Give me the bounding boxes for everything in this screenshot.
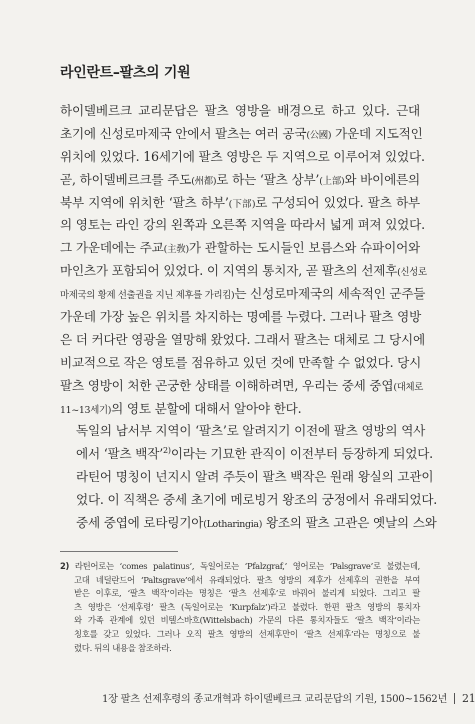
text-line <box>60 443 433 466</box>
text-run: 비교적으로 작은 영토를 점유하고 있던 것에 만족할 수 없었다. 당시 <box>60 354 422 370</box>
text-line <box>60 489 438 512</box>
footnote-line <box>60 560 420 574</box>
body-text <box>60 100 438 535</box>
text-run: 하이델베르크 교리문답은 팔츠 영방을 배경으로 하고 있다. 근대 <box>60 103 420 118</box>
text-run: 가운데 지도적인 <box>331 125 423 141</box>
text-run: 로 구성되어 있었다. 팔츠 하부 <box>255 194 421 210</box>
text-run: 북부 지역에 위치한 ‘팔츠 하부’ <box>60 194 229 210</box>
footnote-rule <box>60 551 178 552</box>
text-run: 마인츠가 포함되어 있었다. 이 지역의 통치자, 곧 팔츠의 선제후 <box>60 263 398 279</box>
text-run: 그 가운데에는 주교 <box>60 240 164 256</box>
text-run: 는 신성로마제국의 세속적인 군주들 <box>234 286 426 302</box>
inline-annotation: 마제국의 황제 선출권을 지닌 제후를 가리킴) <box>60 290 235 302</box>
text-run: 에서 ‘팔츠 백작’ <box>76 446 164 462</box>
footnote-text: 렸다. 뒤의 내용을 참조하라. <box>74 642 172 653</box>
running-footer <box>102 690 475 705</box>
inline-annotation: (上部) <box>319 175 345 187</box>
footnote-text: 칭호를 갖고 있었다. 그러나 오직 팔츠 영방의 선제후만이 ‘팔츠 선제후’라는 명칭으로 불 <box>74 628 420 639</box>
section-title: 라인란트–팔츠의 기원 <box>60 65 191 81</box>
text-run: 라틴어 명칭이 넌지시 알려 주듯이 팔츠 백작은 원래 왕실의 고관이 <box>76 469 434 485</box>
text-run: 독일의 남서부 지역이 ‘팔츠’로 알려지기 이전에 팔츠 영방의 역사 <box>76 423 426 439</box>
footnote-number: 2) <box>60 561 70 571</box>
footnote-text: 라틴어로는 ‘comes palatinus’, 독일어로는 ‘Pfalzgraf,’ 영어로는 ‘Palsgrave’로 불렸는데, <box>74 561 420 571</box>
paragraph-2 <box>60 420 438 534</box>
text-run: 가 관할하는 도시들인 보름스와 슈파이어와 <box>188 240 420 256</box>
footnote-line <box>60 601 420 615</box>
text-line <box>60 123 423 146</box>
paragraph-1 <box>60 100 427 420</box>
text-run: 위치에 있었다. 16세기에 팔츠 영방은 두 지역으로 이루어져 있었다. <box>60 148 425 164</box>
inline-annotation: (下部) <box>228 198 256 210</box>
text-run: 초기에 신성로마제국 안에서 팔츠는 여러 공국 <box>60 125 307 141</box>
text-run: 은 더 커다란 영광을 열망해 왔었다. 그래서 팔츠는 대체로 그 당시에 <box>60 331 425 347</box>
footnote <box>60 560 420 655</box>
footer-separator <box>454 693 455 704</box>
text-run: 곧, 하이델베르크를 주도 <box>60 171 192 187</box>
text-line <box>60 420 426 443</box>
text-run: 팔츠 영방이 처한 곤궁한 상태를 이해하려면, 우리는 중세 중엽 <box>60 377 394 393</box>
text-line <box>60 306 420 329</box>
text-line <box>60 352 420 375</box>
text-run: 의 영토는 라인 강의 왼쪽과 오른쪽 지역을 따라서 넓게 펴져 있었다. <box>60 217 425 233</box>
text-run: 중세 중엽에 로타링기아 <box>76 515 204 531</box>
text-line <box>60 169 420 192</box>
text-run: 로 하는 ‘팔츠 상부’ <box>216 171 320 187</box>
running-footer-text: 1장 팔츠 선제후령의 종교개혁과 하이델베르크 교리문답의 기원, 1500~1562년 <box>102 694 447 705</box>
footnote-text: 츠 영방은 ‘선제후령’ 팔츠 (독일어로는 ‘Kurpfalz’)라고 불렸다. 한편 팔츠 영방의 통치자 <box>74 601 420 612</box>
text-line <box>60 375 424 398</box>
inline-annotation: (신성로 <box>397 267 427 279</box>
footnote-line <box>60 587 420 601</box>
inline-annotation: (主敎) <box>163 244 189 256</box>
footnote-text: 고대 네덜란드어 ‘Paltsgrave’에서 유래되었다. 팔츠 영방의 제후가 선제후의 권한을 부여 <box>74 574 420 585</box>
footnote-line <box>60 614 420 628</box>
text-line <box>60 100 420 123</box>
text-line <box>60 398 420 421</box>
text-run: 왕조의 팔츠 고관은 옛날의 스와 <box>262 515 437 531</box>
footnote-reference: 2) <box>163 446 171 456</box>
inline-annotation: 11~13세기) <box>60 404 112 416</box>
text-line <box>60 466 434 489</box>
text-line <box>60 512 437 535</box>
page-number: 21 <box>462 692 475 705</box>
footnote-text: 받은 이후로, ‘팔츠 백작’이라는 명칭은 ‘팔츠 선제후’로 바꿔어 불리게 되었다. 그리고 팔 <box>74 588 420 599</box>
text-line <box>60 329 425 352</box>
text-line <box>60 237 420 260</box>
footnote-line <box>60 628 420 642</box>
inline-annotation: (州都) <box>191 175 217 187</box>
text-run: 와 바이에른의 <box>344 171 420 187</box>
text-line <box>60 192 420 215</box>
footnote-text: 와 가족 관계에 있던 비텔스바흐(Wittelsbach) 가문의 다른 통치자들도 ‘팔츠 백작’이라는 <box>74 615 420 626</box>
text-run: 었다. 이 직책은 중세 초기에 메로빙거 왕조의 궁정에서 유래되었다. <box>76 492 438 508</box>
footnote-line <box>60 642 420 656</box>
text-run: 의 영토 분할에 대해서 알아야 한다. <box>111 400 302 416</box>
text-run: 가운데 가장 높은 위치를 차지하는 명예를 누렸다. 그러나 팔츠 영방 <box>60 309 422 325</box>
inline-annotation: (公國) <box>306 129 332 141</box>
text-line <box>60 283 426 306</box>
text-line <box>60 146 425 169</box>
footnote-line <box>60 574 420 588</box>
text-run: 이라는 기묘한 관직이 이전부터 등장하게 되었다. <box>170 446 433 462</box>
text-line <box>60 260 427 283</box>
text-line <box>60 214 425 237</box>
inline-annotation: (Lotharingia) <box>203 519 263 531</box>
inline-annotation: (대체로 <box>393 381 424 393</box>
